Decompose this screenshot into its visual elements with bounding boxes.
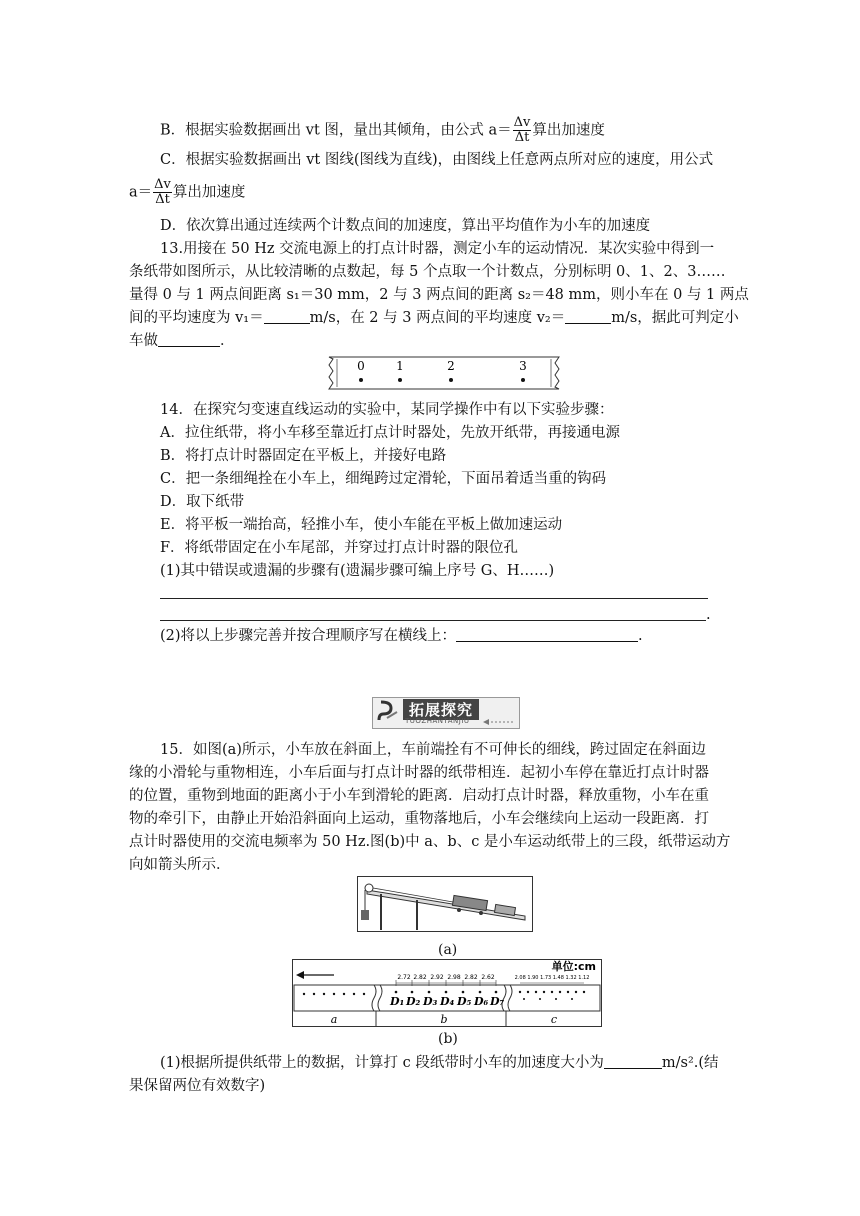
q14-part1: (1)其中错误或遗漏的步骤有(遗漏步骤可编上序号 G、H……) bbox=[160, 563, 555, 579]
answer-line-1[interactable] bbox=[160, 598, 708, 599]
answer-line-2[interactable] bbox=[160, 620, 706, 621]
answer-line-2-end: . bbox=[706, 607, 711, 623]
q15-line6: 向如箭头所示． bbox=[129, 857, 231, 873]
q14-step-e: E．将平板一端抬高，轻推小车，使小车能在平板上做加速运动 bbox=[160, 517, 563, 533]
unit-label: 单位:cm bbox=[551, 960, 596, 973]
paper-tape-figure bbox=[325, 355, 563, 391]
incline-apparatus-figure bbox=[357, 876, 533, 932]
q14-step-a: A．拉住纸带，将小车移至靠近打点计时器处，先放开纸带，再接通电源 bbox=[160, 425, 620, 441]
b-value-1: 2.72 bbox=[397, 974, 411, 981]
arrow-left-icon bbox=[483, 718, 515, 726]
d-label-4: D₄ bbox=[440, 995, 455, 1008]
q13-line2: 条纸带如图所示，从比较清晰的点数起，每 5 个点取一个计数点，分别标明 0、1、2、3…… bbox=[129, 264, 726, 280]
q13-line1: 13.用接在 50 Hz 交流电源上的打点计时器，测定小车的运动情况．某次实验中得到一 bbox=[160, 241, 715, 257]
q15-part1-cont: 果保留两位有效数字) bbox=[129, 1078, 266, 1094]
fraction-dv-dt: $\frac{\Delta v}{\Delta t}$ bbox=[154, 177, 171, 207]
section-subtitle: TUOZHANTANJIU bbox=[405, 717, 470, 725]
tape-dot-2 bbox=[449, 378, 453, 382]
tape-label-1: 1 bbox=[396, 359, 404, 373]
c-values: 2.08 1.90 1.73 1.48 1.32 1.12 bbox=[514, 975, 590, 981]
b-value-2: 2.82 bbox=[413, 974, 427, 981]
option-c-line2: a＝ $\frac{\Delta v}{\Delta t}$ 算出加速度 bbox=[129, 177, 246, 207]
b-value-5: 2.82 bbox=[464, 974, 478, 981]
tape-dot-0 bbox=[359, 378, 363, 382]
q13-line3: 量得 0 与 1 两点间距离 s₁＝30 mm，2 与 3 两点间的距离 s₂＝48 mm，则小车在 0 与 1 两点 bbox=[129, 287, 749, 303]
q15-line4: 物的牵引下，由静止开始沿斜面向上运动，重物落地后，小车会继续向上运动一段距离．打 bbox=[129, 811, 709, 827]
q15-line3: 的位置，重物到地面的距离小于小车到滑轮的距离．启动打点计时器，释放重物，小车在重 bbox=[129, 788, 709, 804]
d-label-3: D₃ bbox=[423, 995, 438, 1008]
option-b-suffix: 算出加速度 bbox=[532, 122, 605, 139]
q14-stem: 14．在探究匀变速直线运动的实验中，某同学操作中有以下实验步骤： bbox=[160, 402, 614, 418]
answer-blank-v1[interactable] bbox=[264, 309, 310, 324]
d-label-6: D₆ bbox=[474, 995, 489, 1008]
option-b-prefix: B．根据实验数据画出 vt 图，量出其倾角，由公式 a＝ bbox=[160, 122, 512, 139]
fraction-dv-dt: $\frac{\Delta v}{\Delta t}$ bbox=[513, 115, 531, 145]
q14-step-c: C．把一条细绳拴在小车上，细绳跨过定滑轮，下面吊着适当重的钩码 bbox=[160, 471, 607, 487]
caption-b: (b) bbox=[438, 1031, 458, 1047]
q14-part2: (2)将以上步骤完善并按合理顺序写在横线上： . bbox=[160, 628, 643, 644]
b-value-3: 2.92 bbox=[430, 974, 444, 981]
option-b bbox=[160, 116, 605, 145]
b-value-6: 2.62 bbox=[481, 974, 495, 981]
tape-segments-figure bbox=[292, 959, 602, 1027]
q15-line2: 缘的小滑轮与重物相连，小车后面与打点计时器的纸带相连．起初小车停在靠近打点计时器 bbox=[129, 765, 709, 781]
segment-label-c: c bbox=[550, 1013, 558, 1026]
answer-blank-v2[interactable] bbox=[565, 309, 611, 324]
d-label-1: D₁ bbox=[390, 995, 405, 1008]
q14-step-b: B．将打点计时器固定在平板上，并接好电路 bbox=[160, 448, 447, 464]
q15-line1: 15．如图(a)所示，小车放在斜面上，车前端拴有不可伸长的细线，跨过固定在斜面边 bbox=[160, 742, 706, 758]
tape-label-0: 0 bbox=[357, 359, 365, 373]
tape-dot-3 bbox=[521, 378, 525, 382]
section-mark-icon bbox=[377, 700, 399, 724]
answer-blank-acceleration[interactable] bbox=[604, 1054, 662, 1069]
tape-label-3: 3 bbox=[519, 359, 527, 373]
q15-line5: 点计时器使用的交流电频率为 50 Hz.图(b)中 a、b、c 是小车运动纸带上的三段，纸带运动方 bbox=[129, 834, 731, 850]
q13-line5: 车做 ． bbox=[129, 333, 235, 349]
q14-step-f: F．将纸带固定在小车尾部，并穿过打点计时器的限位孔 bbox=[160, 540, 519, 556]
segment-label-a: a bbox=[330, 1013, 338, 1026]
segment-label-b: b bbox=[440, 1013, 448, 1026]
section-title: 拓展探究 bbox=[403, 699, 479, 720]
q15-part1: (1)根据所提供纸带上的数据，计算打 c 段纸带时小车的加速度大小为 m/s².(结 bbox=[160, 1055, 719, 1071]
answer-blank-motion[interactable] bbox=[158, 332, 220, 347]
option-d: D．依次算出通过连续两个计数点间的加速度，算出平均值作为小车的加速度 bbox=[160, 218, 651, 234]
tape-dot-1 bbox=[398, 378, 402, 382]
q13-line4: 间的平均速度为 v₁＝ m/s，在 2 与 3 两点间的平均速度 v₂＝ m/s，据此可判定小 bbox=[129, 310, 739, 326]
answer-blank-order[interactable] bbox=[456, 627, 638, 642]
d-label-2: D₂ bbox=[406, 995, 421, 1008]
d-label-5: D₅ bbox=[457, 995, 472, 1008]
caption-a: (a) bbox=[438, 942, 458, 958]
d-label-7: D₇ bbox=[490, 995, 505, 1008]
tape-label-2: 2 bbox=[447, 359, 455, 373]
section-badge bbox=[372, 697, 520, 729]
q14-step-d: D．取下纸带 bbox=[160, 494, 245, 510]
b-value-4: 2.98 bbox=[447, 974, 461, 981]
option-c-line1: C．根据实验数据画出 vt 图线(图线为直线)，由图线上任意两点所对应的速度，用公式 bbox=[160, 152, 714, 168]
